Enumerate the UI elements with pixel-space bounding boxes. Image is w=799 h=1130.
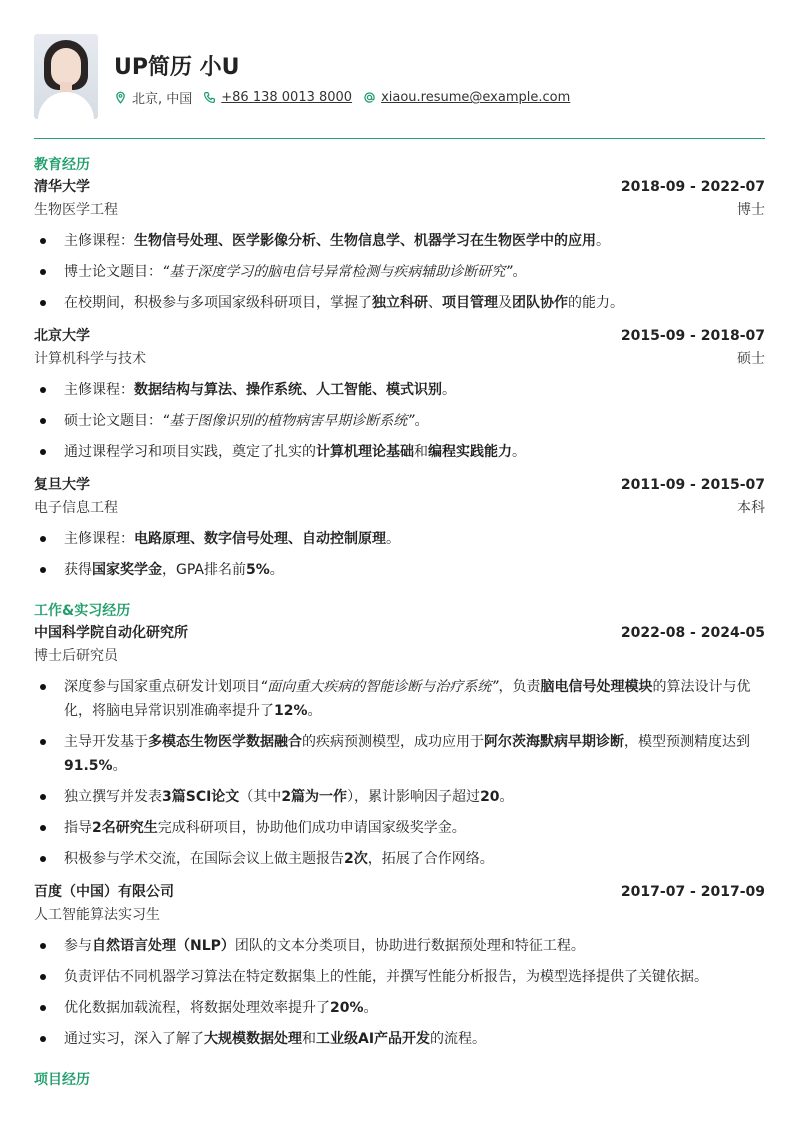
bold-text: 团队协作 — [512, 295, 568, 311]
bullet-text: 。 — [307, 703, 322, 719]
education-entry-subheader — [34, 497, 765, 520]
work-subtitle: 人工智能算法实习生 — [34, 907, 160, 923]
bullet-text: ，GPA排名前 — [162, 562, 246, 578]
italic-text: “基于深度学习的脑电信号异常检测与疾病辅助诊断研究” — [162, 264, 513, 280]
education-subtitle: 生物医学工程 — [34, 202, 118, 218]
bold-text: 多模态生物医学数据融合 — [148, 734, 302, 750]
resume-content — [34, 154, 765, 1091]
bullet-text: 。 — [269, 562, 284, 578]
phone-link[interactable]: +86 138 0013 8000 — [221, 90, 353, 105]
date-range: 2022-08 - 2024-05 — [620, 625, 765, 641]
bullet-text: ，模型预测精度达到 — [624, 734, 750, 750]
bullet-item — [34, 816, 765, 840]
bullet-item — [34, 409, 765, 433]
bold-text: 12% — [274, 703, 308, 719]
section-title-projects: 项目经历 — [34, 1072, 90, 1088]
bullet-text: 博士论文题目： — [64, 264, 162, 280]
date-range: 2015-09 - 2018-07 — [620, 328, 765, 344]
phone-icon — [203, 91, 216, 104]
location-pin-icon — [114, 91, 127, 104]
bullet-item — [34, 730, 765, 778]
bold-text: 国家奖学金 — [92, 562, 162, 578]
bullet-text: 。 — [414, 413, 429, 429]
avatar — [34, 34, 98, 119]
education-subtitle: 计算机科学与技术 — [34, 351, 146, 367]
bold-text: 生物信号处理、医学影像分析、生物信息学、机器学习在生物医学中的应用 — [134, 233, 596, 249]
bullet-text: 主修课程： — [64, 382, 134, 398]
italic-text: “面向重大疾病的智能诊断与治疗系统” — [260, 679, 499, 695]
education-entry-subheader — [34, 199, 765, 222]
entry-gap — [34, 464, 765, 474]
email-link[interactable]: xiaou.resume@example.com — [381, 90, 571, 105]
bullet-item — [34, 1027, 765, 1051]
bullet-text: 的疾病预测模型，成功应用于 — [302, 734, 484, 750]
bullet-item — [34, 675, 765, 723]
bullet-text: ，拓展了合作网络。 — [367, 851, 494, 867]
bold-text: 脑电信号处理模块 — [540, 679, 653, 695]
work-entry-subheader — [34, 645, 765, 668]
bullet-text: 和 — [414, 444, 428, 460]
bullet-text: 深度参与国家重点研发计划项目 — [64, 679, 260, 695]
bullet-text: 。 — [363, 1000, 378, 1016]
degree: 博士 — [737, 202, 765, 218]
bold-text: 大规模数据处理 — [204, 1031, 302, 1047]
bullet-text: 的能力。 — [568, 295, 624, 311]
location-text: 北京, 中国 — [132, 92, 193, 107]
education-name: 北京大学 — [34, 328, 90, 344]
bullet-text: 完成科研项目，协助他们成功申请国家级奖学金。 — [157, 820, 466, 836]
section-title-education: 教育经历 — [34, 157, 90, 173]
bold-text: 3篇SCI论文 — [162, 789, 240, 805]
bullet-text: 通过实习，深入了解了 — [64, 1031, 204, 1047]
bullet-item — [34, 260, 765, 284]
education-entry-header — [34, 474, 765, 497]
bullet-text: 团队的文本分类项目，协助进行数据预处理和特征工程。 — [234, 938, 585, 954]
education-name: 复旦大学 — [34, 477, 90, 493]
bullet-item — [34, 847, 765, 871]
work-subtitle: 博士后研究员 — [34, 648, 118, 664]
bold-text: 自然语言处理（NLP） — [92, 938, 235, 954]
bullet-text: 硕士论文题目： — [64, 413, 162, 429]
bold-text: 电路原理、数字信号处理、自动控制原理 — [134, 531, 386, 547]
entry-gap — [34, 871, 765, 881]
bullet-item — [34, 965, 765, 989]
contact-location — [114, 88, 192, 107]
bold-text: 20 — [480, 789, 500, 805]
bullet-list — [34, 378, 765, 464]
bullet-text: 。 — [442, 382, 456, 398]
degree: 硕士 — [737, 351, 765, 367]
bold-text: 计算机理论基础 — [316, 444, 414, 460]
degree: 本科 — [737, 500, 765, 516]
bold-text: 2篇为一作 — [281, 789, 348, 805]
education-entry-header — [34, 176, 765, 199]
bullet-list — [34, 229, 765, 315]
work-name: 百度（中国）有限公司 — [34, 884, 174, 900]
bullet-item — [34, 440, 765, 464]
bullet-text: 优化数据加载流程，将数据处理效率提升了 — [64, 1000, 330, 1016]
bullet-text: 积极参与学术交流，在国际会议上做主题报告 — [64, 851, 344, 867]
header-divider — [34, 138, 765, 139]
bullet-text: 、 — [428, 295, 442, 311]
bullet-text: 的流程。 — [430, 1031, 487, 1047]
bullet-item — [34, 558, 765, 582]
contact-email[interactable] — [363, 90, 570, 105]
bold-text: 工业级AI产品开发 — [316, 1031, 431, 1047]
contact-bar — [114, 88, 581, 107]
bullet-text: 。 — [512, 444, 526, 460]
bullet-item — [34, 996, 765, 1020]
bullet-text: 指导 — [64, 820, 92, 836]
bold-text: 20% — [330, 1000, 364, 1016]
date-range: 2011-09 - 2015-07 — [620, 477, 765, 493]
bullet-text: 主导开发基于 — [64, 734, 148, 750]
bullet-item — [34, 229, 765, 253]
bold-text: 5% — [245, 562, 270, 578]
bold-text: 阿尔茨海默病早期诊断 — [484, 734, 624, 750]
candidate-name: UP简历 小U — [114, 55, 240, 80]
bullet-text: 。 — [596, 233, 610, 249]
bullet-text: 和 — [302, 1031, 316, 1047]
bullet-item — [34, 527, 765, 551]
work-entry-subheader — [34, 904, 765, 927]
bullet-item — [34, 934, 765, 958]
entry-gap — [34, 315, 765, 325]
bullet-text: 负责评估不同机器学习算法在特定数据集上的性能，并撰写性能分析报告，为模型选择提供了关键依据。 — [64, 969, 708, 985]
date-range: 2017-07 - 2017-09 — [620, 884, 765, 900]
contact-phone[interactable] — [203, 90, 352, 105]
bullet-item — [34, 291, 765, 315]
italic-text: “基于图像识别的植物病害早期诊断系统” — [162, 413, 415, 429]
bullet-text: ，负责 — [498, 679, 541, 695]
bullet-item — [34, 785, 765, 809]
bold-text: 独立科研 — [372, 295, 428, 311]
bullet-text: 及 — [498, 295, 512, 311]
bullet-text: 主修课程： — [64, 531, 134, 547]
section-title-work: 工作&实习经历 — [34, 603, 131, 619]
work-entry-header — [34, 622, 765, 645]
bullet-text: （其中 — [239, 789, 282, 805]
work-name: 中国科学院自动化研究所 — [34, 625, 188, 641]
bold-text: 编程实践能力 — [428, 444, 512, 460]
bullet-text: 通过课程学习和项目实践，奠定了扎实的 — [64, 444, 316, 460]
date-range: 2018-09 - 2022-07 — [620, 179, 765, 195]
bullet-text: ），累计影响因子超过 — [347, 789, 481, 805]
education-entry-header — [34, 325, 765, 348]
bold-text: 项目管理 — [442, 295, 498, 311]
bullet-text: 主修课程： — [64, 233, 134, 249]
bold-text: 数据结构与算法、操作系统、人工智能、模式识别 — [134, 382, 442, 398]
section-gap — [34, 582, 765, 600]
section-gap — [34, 1051, 765, 1069]
education-name: 清华大学 — [34, 179, 90, 195]
bullet-text: 。 — [386, 531, 400, 547]
bullet-text: 参与 — [64, 938, 92, 954]
bullet-text: 。 — [512, 264, 527, 280]
work-entry-header — [34, 881, 765, 904]
bullet-text: 在校期间，积极参与多项国家级科研项目，掌握了 — [64, 295, 372, 311]
bullet-text: 。 — [112, 758, 127, 774]
bold-text: 91.5% — [64, 758, 113, 774]
bullet-list — [34, 675, 765, 871]
education-entry-subheader — [34, 348, 765, 371]
education-subtitle: 电子信息工程 — [34, 500, 118, 516]
bullet-list — [34, 527, 765, 582]
resume-header — [34, 34, 765, 124]
bullet-text: 独立撰写并发表 — [64, 789, 162, 805]
bullet-item — [34, 378, 765, 402]
bullet-text: 获得 — [64, 562, 92, 578]
bold-text: 2名研究生 — [92, 820, 158, 836]
bullet-text: 的算法设计与优化，将脑电异常识别准确率提升了 — [64, 679, 751, 719]
bold-text: 2次 — [344, 851, 368, 867]
at-sign-icon — [363, 91, 376, 104]
bullet-text: 。 — [499, 789, 514, 805]
bullet-list — [34, 934, 765, 1051]
